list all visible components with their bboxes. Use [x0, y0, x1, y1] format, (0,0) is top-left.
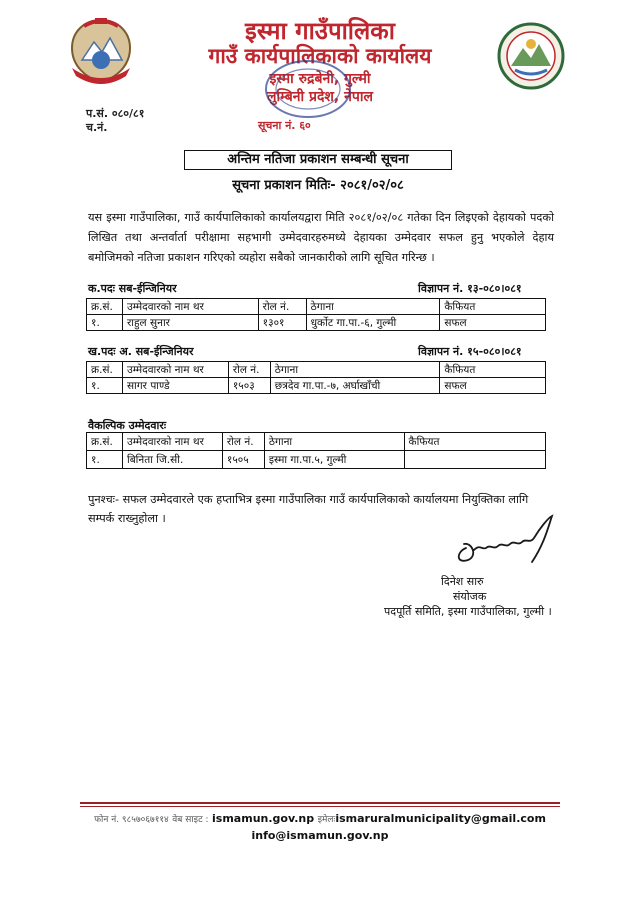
cell-remarks	[404, 451, 545, 469]
municipality-logo-icon	[497, 22, 565, 90]
notice-title: अन्तिम नतिजा प्रकाशन सम्बन्धी सूचना	[184, 150, 452, 170]
notice-number: सूचना नं. ६०	[258, 119, 311, 132]
signatory-committee: पदपूर्ति समिति, इस्मा गाउँपालिका, गुल्मी ।	[384, 605, 552, 618]
col-serial: क्र.सं.	[87, 362, 123, 378]
office-seal-icon	[262, 58, 354, 120]
post-title-2: ख.पदः अ. सब-ईन्जिनियर	[88, 345, 194, 358]
table-header-row	[87, 433, 546, 451]
footer-contact	[60, 812, 580, 825]
col-address: ठेगाना	[264, 433, 404, 451]
cell-serial: १.	[87, 451, 123, 469]
table-row	[87, 315, 546, 331]
office-name-line1: इस्मा गाउँपालिका	[245, 17, 395, 45]
footer-website-link[interactable]: ismamun.gov.np	[212, 812, 315, 825]
table-row	[87, 378, 546, 394]
dispatch-number: च.नं.	[86, 121, 108, 134]
signatory-role: संयोजक	[453, 590, 487, 603]
table-row	[87, 451, 546, 469]
col-serial: क्र.सं.	[87, 299, 123, 315]
table-header-row	[87, 362, 546, 378]
col-name: उम्मेदवारको नाम थर	[122, 362, 228, 378]
advertisement-number-1: विज्ञापन नं. १३-०८०।०८१	[418, 282, 522, 295]
cell-name: सागर पाण्डे	[122, 378, 228, 394]
reference-number: प.सं. ०८०/८१	[86, 107, 145, 120]
postscript-note: पुनश्चः- सफल उम्मेदवारले एक हप्ताभित्र इस्मा गाउँपालिका गाउँ कार्यपालिकाको कार्यालयमा नियुक्तिका लागि सम्पर्क राख्नुहोला ।	[88, 493, 529, 525]
col-name: उम्मेदवारको नाम थर	[122, 299, 258, 315]
footer-divider	[80, 802, 560, 804]
results-table-2	[86, 361, 546, 394]
col-serial: क्र.सं.	[87, 433, 123, 451]
table-header-row	[87, 299, 546, 315]
alternate-table	[86, 432, 546, 469]
col-remarks: कैफियत	[440, 299, 546, 315]
alternate-candidates-title: वैकल्पिक उम्मेदवारः	[88, 419, 167, 432]
cell-serial: १.	[87, 378, 123, 394]
office-address: इस्मा रुद्रबेनी, गुल्मी	[269, 71, 371, 87]
cell-remarks: सफल	[440, 378, 546, 394]
cell-roll: १३०१	[258, 315, 306, 331]
footer-email-link[interactable]: ismaruralmunicipality@gmail.com	[335, 812, 546, 825]
publication-date: सूचना प्रकाशन मितिः- २०८१/०२/०८	[232, 178, 404, 193]
col-roll: रोल नं.	[258, 299, 306, 315]
footer-email-label: इमेलः	[317, 815, 336, 825]
office-name-line2: गाउँ कार्यपालिकाको कार्यालय	[208, 44, 432, 68]
footer-email-secondary[interactable]: info@ismamun.gov.np	[251, 829, 389, 842]
col-address: ठेगाना	[270, 362, 440, 378]
cell-roll: १५०५	[222, 451, 264, 469]
signatory-name: दिनेश सारु	[441, 575, 484, 588]
cell-name: बिनिता जि.सी.	[122, 451, 222, 469]
cell-serial: १.	[87, 315, 123, 331]
footer-divider-thin	[80, 806, 560, 807]
nepal-emblem-icon	[64, 16, 138, 86]
footer-web-label: वेब साइट :	[172, 815, 209, 825]
post-title-1: क.पदः सब-ईन्जिनियर	[88, 282, 177, 295]
notice-body: यस इस्मा गाउँपालिका, गाउँ कार्यपालिकाको कार्यालयद्वारा मिति २०८१/०२/०८ गतेका दिन लिइएको देहायको पदको लिखित तथा अन्तर्वार्ता परीक्षामा सहभागी उम्मेदवारहरुमध्ये देहायका उम्मेदवार सफल हुनु भएकोले देहाय बमोजिमको नतिजा प्रकाशन गरिएको व्यहोरा सबैको जानकारीको लागि सूचित गरिन्छ ।	[88, 211, 554, 264]
cell-address: धुर्कोट गा.पा.-६, गुल्मी	[306, 315, 440, 331]
col-remarks: कैफियत	[440, 362, 546, 378]
col-roll: रोल नं.	[222, 433, 264, 451]
cell-address: इस्मा गा.पा.५, गुल्मी	[264, 451, 404, 469]
cell-roll: १५०३	[228, 378, 270, 394]
cell-address: छत्रदेव गा.पा.-७, अर्घाखाँची	[270, 378, 440, 394]
cell-name: राहुल सुनार	[122, 315, 258, 331]
col-address: ठेगाना	[306, 299, 440, 315]
cell-remarks: सफल	[440, 315, 546, 331]
office-province: लुम्बिनी प्रदेश, नेपाल	[267, 89, 373, 105]
col-roll: रोल नं.	[228, 362, 270, 378]
results-table-1	[86, 298, 546, 331]
col-name: उम्मेदवारको नाम थर	[122, 433, 222, 451]
advertisement-number-2: विज्ञापन नं. १५-०८०।०८१	[418, 345, 522, 358]
col-remarks: कैफियत	[404, 433, 545, 451]
signature-icon	[452, 508, 562, 568]
footer-phone: फोन नं. ९८५७०६७११४	[94, 815, 169, 825]
